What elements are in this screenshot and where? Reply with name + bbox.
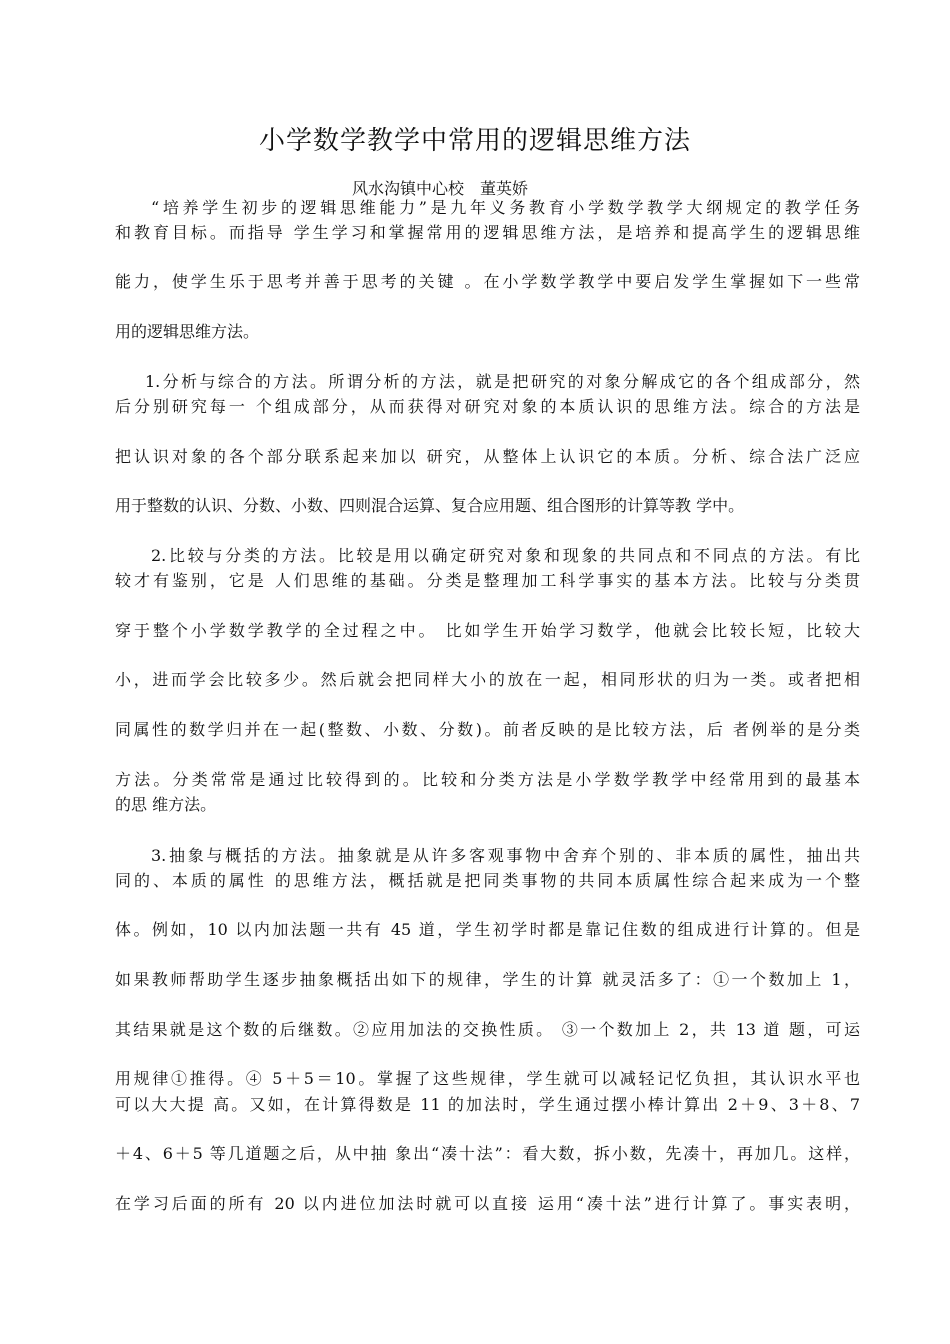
text-line: 把认识对象的各个部分联系起来加以 研究，从整体上认识它的本质。分析、综合法广泛应 — [115, 447, 860, 466]
text-line: 3.抽象与概括的方法。抽象就是从许多客观事物中舍弃个别的、非本质的属性，抽出共 — [151, 846, 860, 865]
text-line: 2.比较与分类的方法。比较是用以确定研究对象和现象的共同点和不同点的方法。有比 — [151, 546, 860, 565]
text-line: 体。例如，10 以内加法题一共有 45 道，学生初学时都是靠记住数的组成进行计算的。但是 — [115, 920, 860, 939]
text-line: 如果教师帮助学生逐步抽象概括出如下的规律，学生的计算 就灵活多了：①一个数加上 1， — [115, 970, 860, 989]
author-line: 风水沟镇中心校 董英娇 — [351, 179, 528, 198]
text-line: 穿于整个小学数学教学的全过程之中。 比如学生开始学习数学，他就会比较长短，比较大 — [115, 621, 860, 640]
text-line: 可以大大提 高。又如，在计算得数是 11 的加法时，学生通过摆小棒计算出 2＋9、3＋8、7 — [115, 1095, 860, 1114]
text-line: 用规律①推得。④ 5＋5＝10。掌握了这些规律，学生就可以减轻记忆负担，其认识水平也 — [115, 1069, 860, 1088]
text-line: 小，进而学会比较多少。然后就会把同样大小的放在一起，相同形状的归为一类。或者把相 — [115, 670, 860, 689]
text-line: 的思 维方法。 — [115, 795, 217, 814]
text-line: 其结果就是这个数的后继数。②应用加法的交换性质。 ③一个数加上 2，共 13 道 题，可运 — [115, 1020, 860, 1039]
text-line: 方法。分类常常是通过比较得到的。比较和分类方法是小学数学教学中经常用到的最基本 — [115, 770, 860, 789]
text-line: 和教育目标。而指导 学生学习和掌握常用的逻辑思维方法，是培养和提高学生的逻辑思维 — [115, 223, 860, 242]
text-line: 1.分析与综合的方法。所谓分析的方法，就是把研究的对象分解成它的各个组成部分，然 — [145, 372, 860, 391]
text-line: 用的逻辑思维方法。 — [115, 322, 260, 341]
text-line: 用于整数的认识、分数、小数、四则混合运算、复合应用题、组合图形的计算等教 学中。 — [115, 496, 745, 515]
text-line: 在学习后面的所有 20 以内进位加法时就可以直接 运用“凑十法”进行计算了。事实表明， — [115, 1194, 860, 1213]
text-line: 后分别研究每一 个组成部分，从而获得对研究对象的本质认识的思维方法。综合的方法是 — [115, 397, 860, 416]
text-line: 较才有鉴别，它是 人们思维的基础。分类是整理加工科学事实的基本方法。比较与分类贯 — [115, 571, 860, 590]
text-line: 同的、本质的属性 的思维方法，概括就是把同类事物的共同本质属性综合起来成为一个整 — [115, 871, 860, 890]
text-line: 能力，使学生乐于思考并善于思考的关键 。在小学数学教学中要启发学生掌握如下一些常 — [115, 272, 860, 291]
document-title: 小学数学教学中常用的逻辑思维方法 — [258, 126, 691, 156]
text-line: 同属性的数学归并在一起(整数、小数、分数)。前者反映的是比较方法，后 者例举的是分类 — [115, 720, 860, 739]
text-line: ＋4、6＋5 等几道题之后，从中抽 象出“凑十法”：看大数，拆小数，先凑十，再加几。这样， — [115, 1144, 860, 1163]
text-line: “培养学生初步的逻辑思维能力”是九年义务教育小学数学教学大纲规定的教学任务 — [151, 198, 860, 217]
